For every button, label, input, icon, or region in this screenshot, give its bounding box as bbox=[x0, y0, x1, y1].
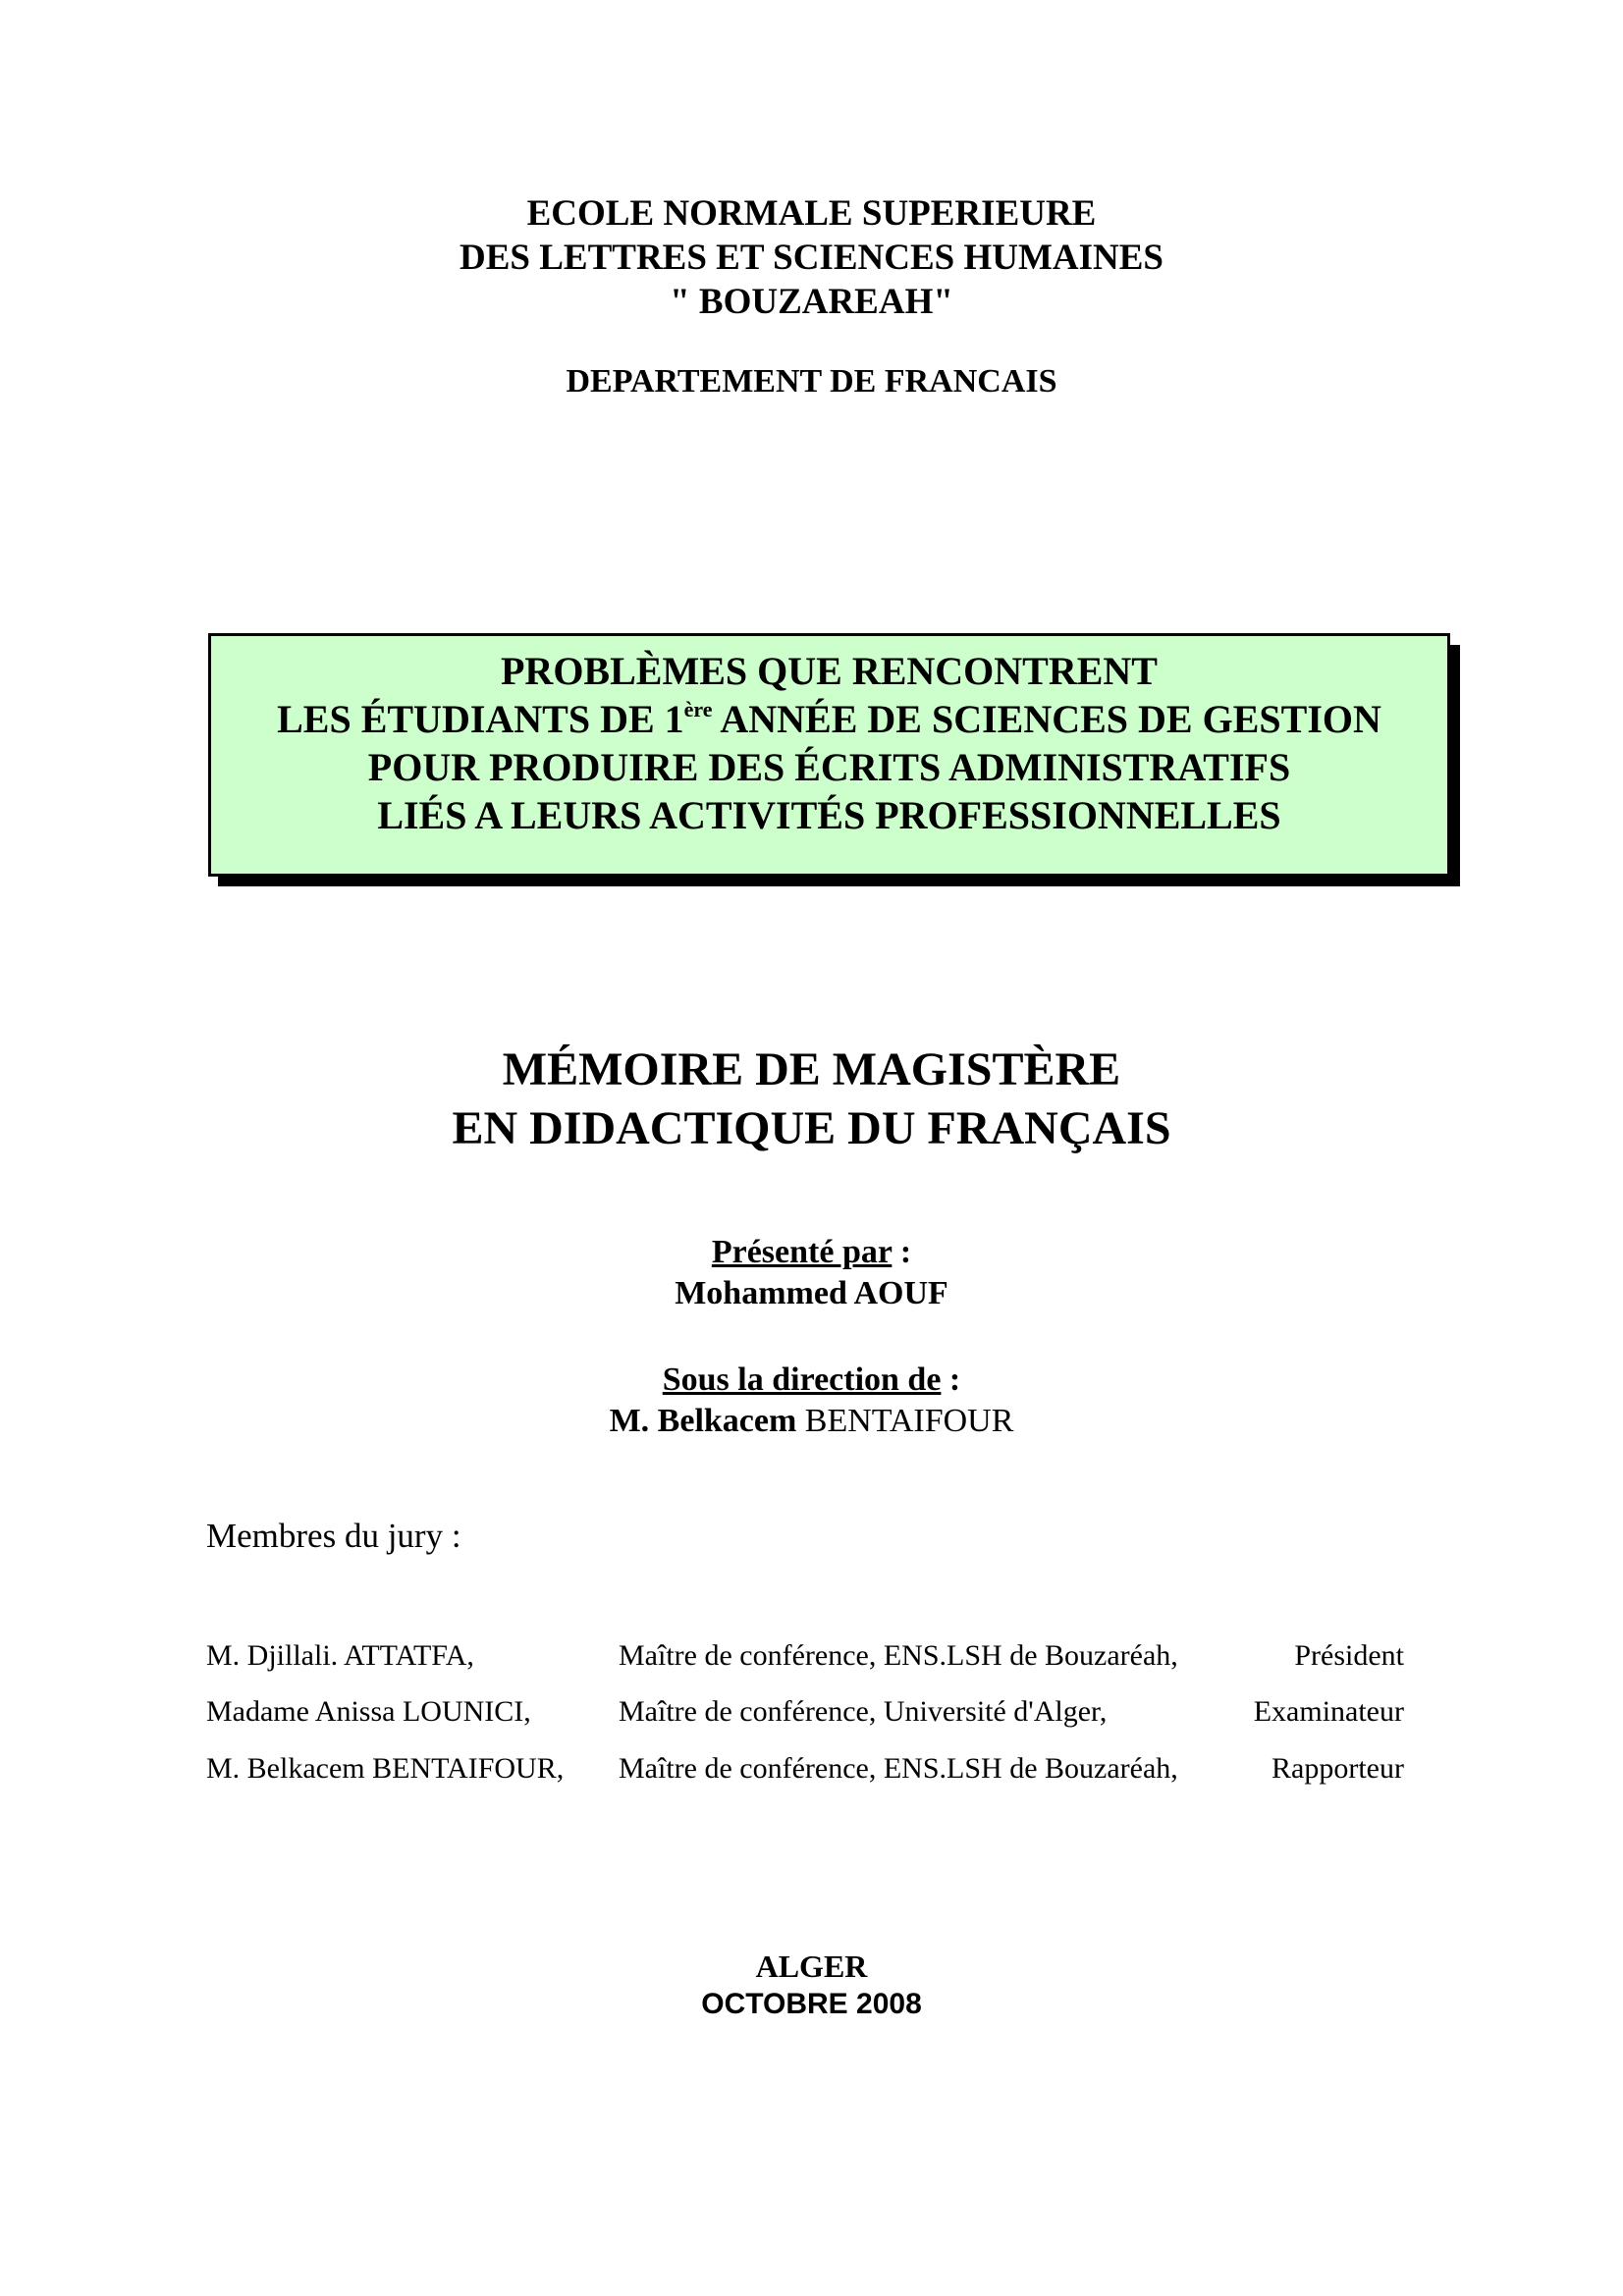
jury-member-title: Maître de conférence, Université d'Alger, bbox=[619, 1695, 1108, 1728]
title-line-2 bbox=[211, 696, 1447, 742]
jury-member-role: Président bbox=[1294, 1639, 1404, 1672]
institution-line-3: " BOUZAREAH" bbox=[670, 282, 953, 322]
jury-member-row bbox=[206, 1752, 1404, 1791]
thesis-type bbox=[0, 1041, 1623, 1158]
institution-header bbox=[0, 191, 1623, 324]
institution-line-1: ECOLE NORMALE SUPERIEURE bbox=[526, 193, 1097, 234]
title-line-1: PROBLÈMES QUE RENCONTRENT bbox=[501, 649, 1158, 693]
supervisor-prefix: M. Belkacem bbox=[609, 1403, 805, 1439]
jury-member-title: Maître de conférence, ENS.LSH de Bouzaréah, bbox=[619, 1639, 1178, 1672]
jury-label: Membres du jury : bbox=[206, 1517, 461, 1555]
jury-member-role: Examinateur bbox=[1253, 1695, 1404, 1728]
institution-line-2: DES LETTRES ET SCIENCES HUMAINES bbox=[460, 238, 1163, 278]
presented-by-colon: : bbox=[892, 1234, 912, 1270]
presented-by-label-line bbox=[0, 1232, 1623, 1273]
supervision-label: Sous la direction de bbox=[662, 1362, 942, 1398]
title-line-3: POUR PRODUIRE DES ÉCRITS ADMINISTRATIFS bbox=[367, 745, 1291, 789]
supervision-label-line bbox=[0, 1360, 1623, 1401]
supervision-colon: : bbox=[941, 1362, 961, 1398]
thesis-line-2: EN DIDACTIQUE DU FRANÇAIS bbox=[452, 1102, 1171, 1154]
title-line-2-superscript: ère bbox=[683, 697, 713, 721]
jury-member-row bbox=[206, 1695, 1404, 1735]
jury-member-name: M. Djillali. ATTATFA, bbox=[206, 1639, 474, 1672]
jury-member-title: Maître de conférence, ENS.LSH de Bouzaréah, bbox=[619, 1752, 1178, 1785]
title-line-2-start: LES ÉTUDIANTS DE 1 bbox=[277, 697, 684, 741]
author-name: Mohammed AOUF bbox=[675, 1275, 948, 1311]
title-box bbox=[208, 633, 1450, 877]
presented-by-block bbox=[0, 1232, 1623, 1314]
thesis-line-1: MÉMOIRE DE MAGISTÈRE bbox=[502, 1043, 1121, 1095]
title-line-2-end: ANNÉE DE SCIENCES DE GESTION bbox=[712, 697, 1381, 741]
city: ALGER bbox=[755, 1949, 868, 1984]
jury-member-name: M. Belkacem BENTAIFOUR, bbox=[206, 1752, 565, 1785]
supervisor-name bbox=[0, 1401, 1623, 1442]
title-line-4: LIÉS A LEURS ACTIVITÉS PROFESSIONNELLES bbox=[377, 793, 1281, 837]
date: OCTOBRE 2008 bbox=[701, 1988, 922, 2020]
department-name: DEPARTEMENT DE FRANCAIS bbox=[566, 363, 1057, 400]
presented-by-label: Présenté par bbox=[711, 1234, 893, 1270]
supervision-block bbox=[0, 1360, 1623, 1442]
jury-member-role: Rapporteur bbox=[1271, 1752, 1404, 1785]
supervisor-surname: BENTAIFOUR bbox=[804, 1403, 1014, 1439]
jury-member-row bbox=[206, 1639, 1404, 1679]
jury-member-name: Madame Anissa LOUNICI, bbox=[206, 1695, 531, 1728]
